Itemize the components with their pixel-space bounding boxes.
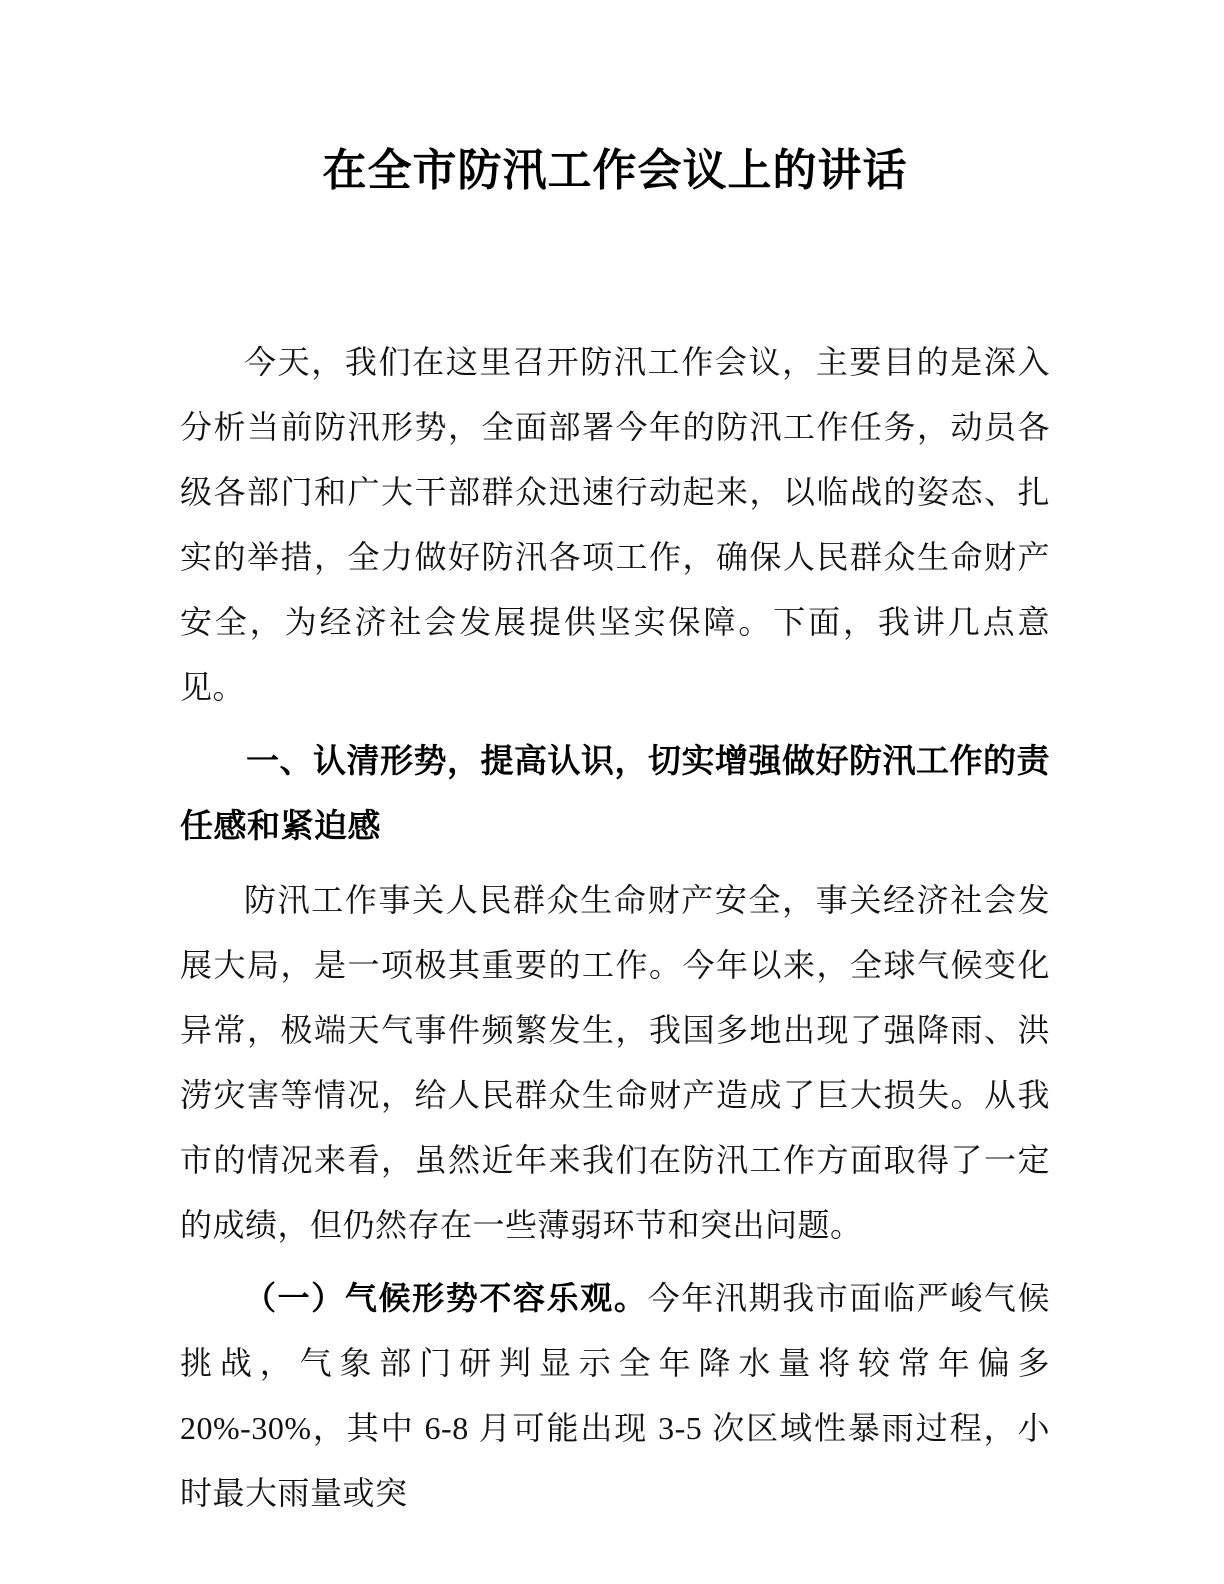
- document-title: 在全市防汛工作会议上的讲话: [322, 146, 908, 195]
- section-heading-1: 一、认清形势，提高认识，切实增强做好防汛工作的责任感和紧迫感: [180, 741, 1050, 844]
- paragraph-climate-outlook: [180, 1266, 1050, 1526]
- subsection-lead-climate: （一）气候形势不容乐观。: [244, 1279, 648, 1316]
- paragraph-introduction: 今天，我们在这里召开防汛工作会议，主要目的是深入分析当前防汛形势，全面部署今年的防汛工作任务，动员各级各部门和广大干部群众迅速行动起来，以临战的姿态、扎实的举措，全力做好防汛各项工作，确保人民群众生命财产安全，为经济社会发展提供坚实保障。下面，我讲几点意见。: [180, 343, 1050, 705]
- paragraph-situation-analysis: 防汛工作事关人民群众生命财产安全，事关经济社会发展大局，是一项极其重要的工作。今年以来，全球气候变化异常，极端天气事件频繁发生，我国多地出现了强降雨、洪涝灾害等情况，给人民群众生命财产造成了巨大损失。从我市的情况来看，虽然近年来我们在防汛工作方面取得了一定的成绩，但仍然存在一些薄弱环节和突出问题。: [180, 881, 1050, 1243]
- subsection-body-climate: 今年汛期我市面临严峻气候挑战，气象部门研判显示全年降水量将较常年偏多 20%-30%，其中 6-8 月可能出现 3-5 次区域性暴雨过程，小时最大雨量或突: [180, 1279, 1050, 1511]
